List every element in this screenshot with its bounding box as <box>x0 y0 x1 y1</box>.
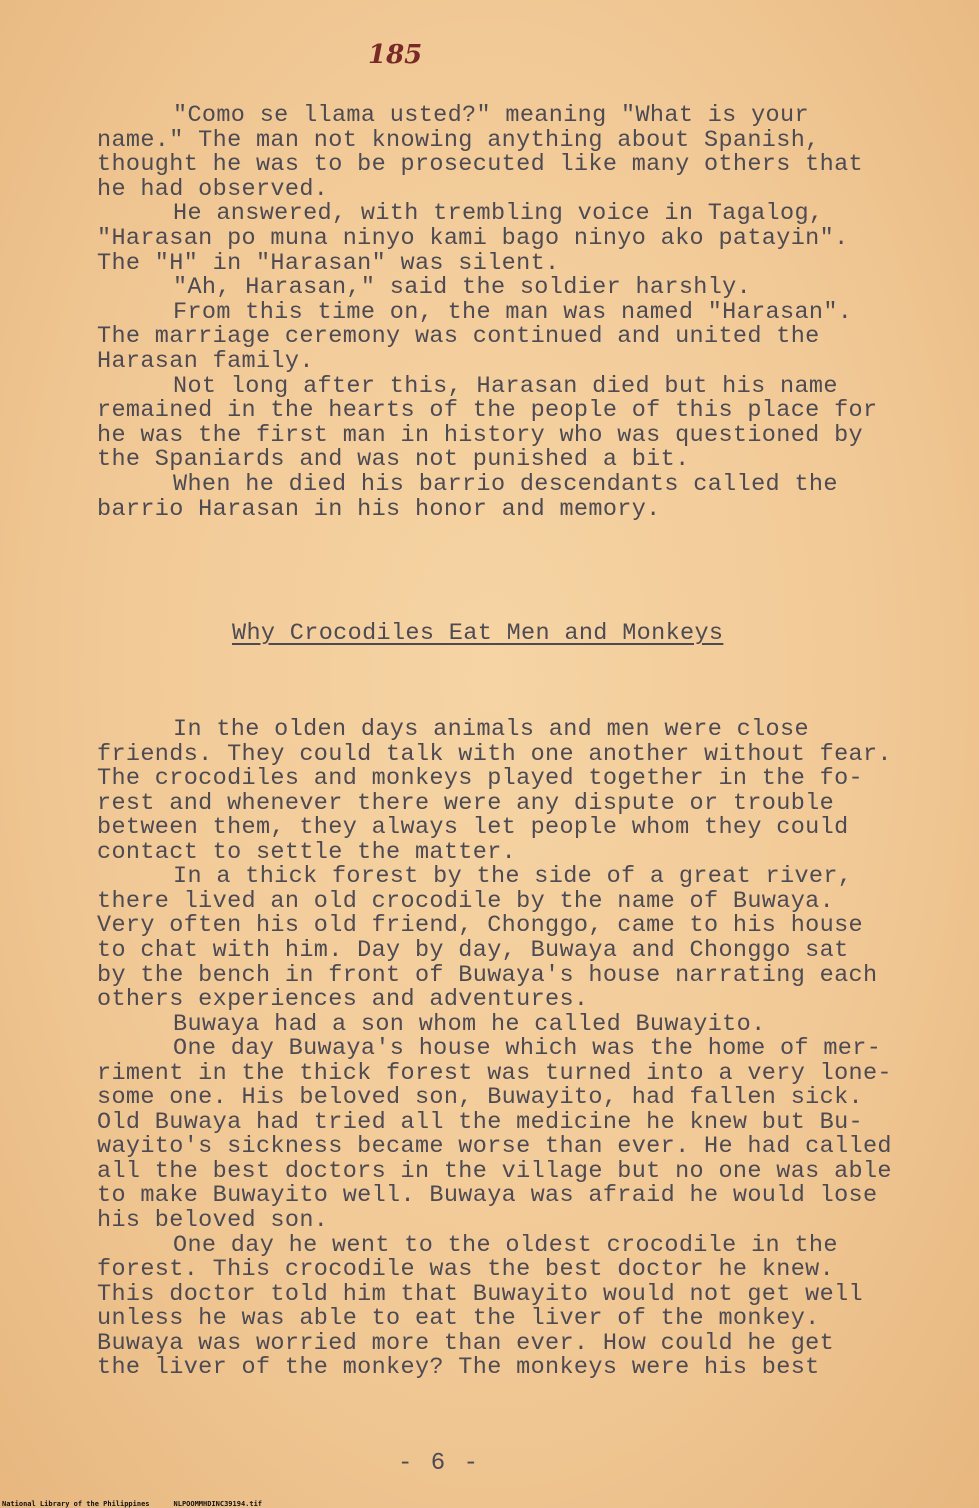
text-line: Not long after this, Harasan died but his name <box>173 372 838 400</box>
text-line: He answered, with trembling voice in Tagalog, <box>173 200 824 228</box>
text-line: he was the first man in history who was questioned by <box>97 421 863 449</box>
text-line: From this time on, the man was named "Harasan". <box>173 298 853 326</box>
handwritten-page-number: 185 <box>368 40 423 70</box>
text-line: Old Buwaya had tried all the medicine he knew but Bu- <box>97 1108 863 1136</box>
text-line: In a thick forest by the side of a great river, <box>173 863 853 891</box>
text-line: name." The man not knowing anything about Spanish, <box>97 126 820 154</box>
text-line: Very often his old friend, Chonggo, came to his house <box>97 912 863 940</box>
text-line: "Como se llama usted?" meaning "What is your <box>173 102 809 129</box>
footer-file: NLPOOMMHDINC39194.tif <box>173 1500 263 1508</box>
text-line: riment in the thick forest was turned into a very lone- <box>97 1059 892 1087</box>
text-line: thought he was to be prosecuted like many others that <box>97 151 863 179</box>
text-line: contact to settle the matter. <box>97 838 517 866</box>
text-line: friends. They could talk with one another without fear. <box>97 740 892 768</box>
text-line: The crocodiles and monkeys played together in the fo- <box>97 765 863 793</box>
text-line: Buwaya had a son whom he called Buwayito. <box>173 1010 766 1038</box>
text-line: the Spaniards and was not punished a bit. <box>97 446 690 474</box>
text-line: to make Buwayito well. Buwaya was afraid he would lose <box>97 1182 878 1210</box>
text-line: "Ah, Harasan," said the soldier harshly. <box>173 274 752 302</box>
text-line: The marriage ceremony was continued and united the <box>97 323 820 351</box>
text-line: the liver of the monkey? The monkeys were his best <box>97 1354 820 1382</box>
story-title: Why Crocodiles Eat Men and Monkeys <box>232 620 724 647</box>
text-line: "Harasan po muna ninyo kami bago ninyo ako patayin". <box>97 225 849 252</box>
text-line: between them, they always let people whom they could <box>97 814 849 842</box>
text-line: there lived an old crocodile by the name of Buwaya. <box>97 887 835 915</box>
text-line: Buwaya was worried more than ever. How could he get <box>97 1329 835 1357</box>
text-line: his beloved son. <box>97 1207 329 1234</box>
text-line: rest and whenever there were any dispute or trouble <box>97 789 835 817</box>
text-line: remained in the hearts of the people of this place for <box>97 397 878 425</box>
text-line: forest. This crocodile was the best doctor he knew. <box>97 1256 835 1284</box>
text-line: wayito's sickness became worse than ever. He had called <box>97 1133 892 1161</box>
text-line: Harasan family. <box>97 348 314 375</box>
text-line: unless he was able to eat the liver of the monkey. <box>97 1305 820 1333</box>
scan-footer <box>2 1500 286 1508</box>
text-line: some one. His beloved son, Buwayito, had fallen sick. <box>97 1084 863 1112</box>
text-line: One day Buwaya's house which was the home of mer- <box>173 1035 882 1063</box>
text-line: The "H" in "Harasan" was silent. <box>97 249 560 277</box>
page-number: - 6 - <box>398 1450 481 1477</box>
text-line: barrio Harasan in his honor and memory. <box>97 495 661 523</box>
text-line: all the best doctors in the village but no one was able <box>97 1157 892 1185</box>
text-line: This doctor told him that Buwayito would not get well <box>97 1280 863 1308</box>
text-line: he had observed. <box>97 175 329 203</box>
text-line: others experiences and adventures. <box>97 986 589 1014</box>
text-line: to chat with him. Day by day, Buwaya and Chonggo sat <box>97 936 849 964</box>
text-line: In the olden days animals and men were close <box>173 716 809 743</box>
text-line: When he died his barrio descendants called the <box>173 471 838 498</box>
footer-library: National Library of the Philippines <box>2 1500 150 1508</box>
text-line: One day he went to the oldest crocodile in the <box>173 1231 838 1259</box>
text-line: by the bench in front of Buwaya's house narrating each <box>97 961 878 989</box>
